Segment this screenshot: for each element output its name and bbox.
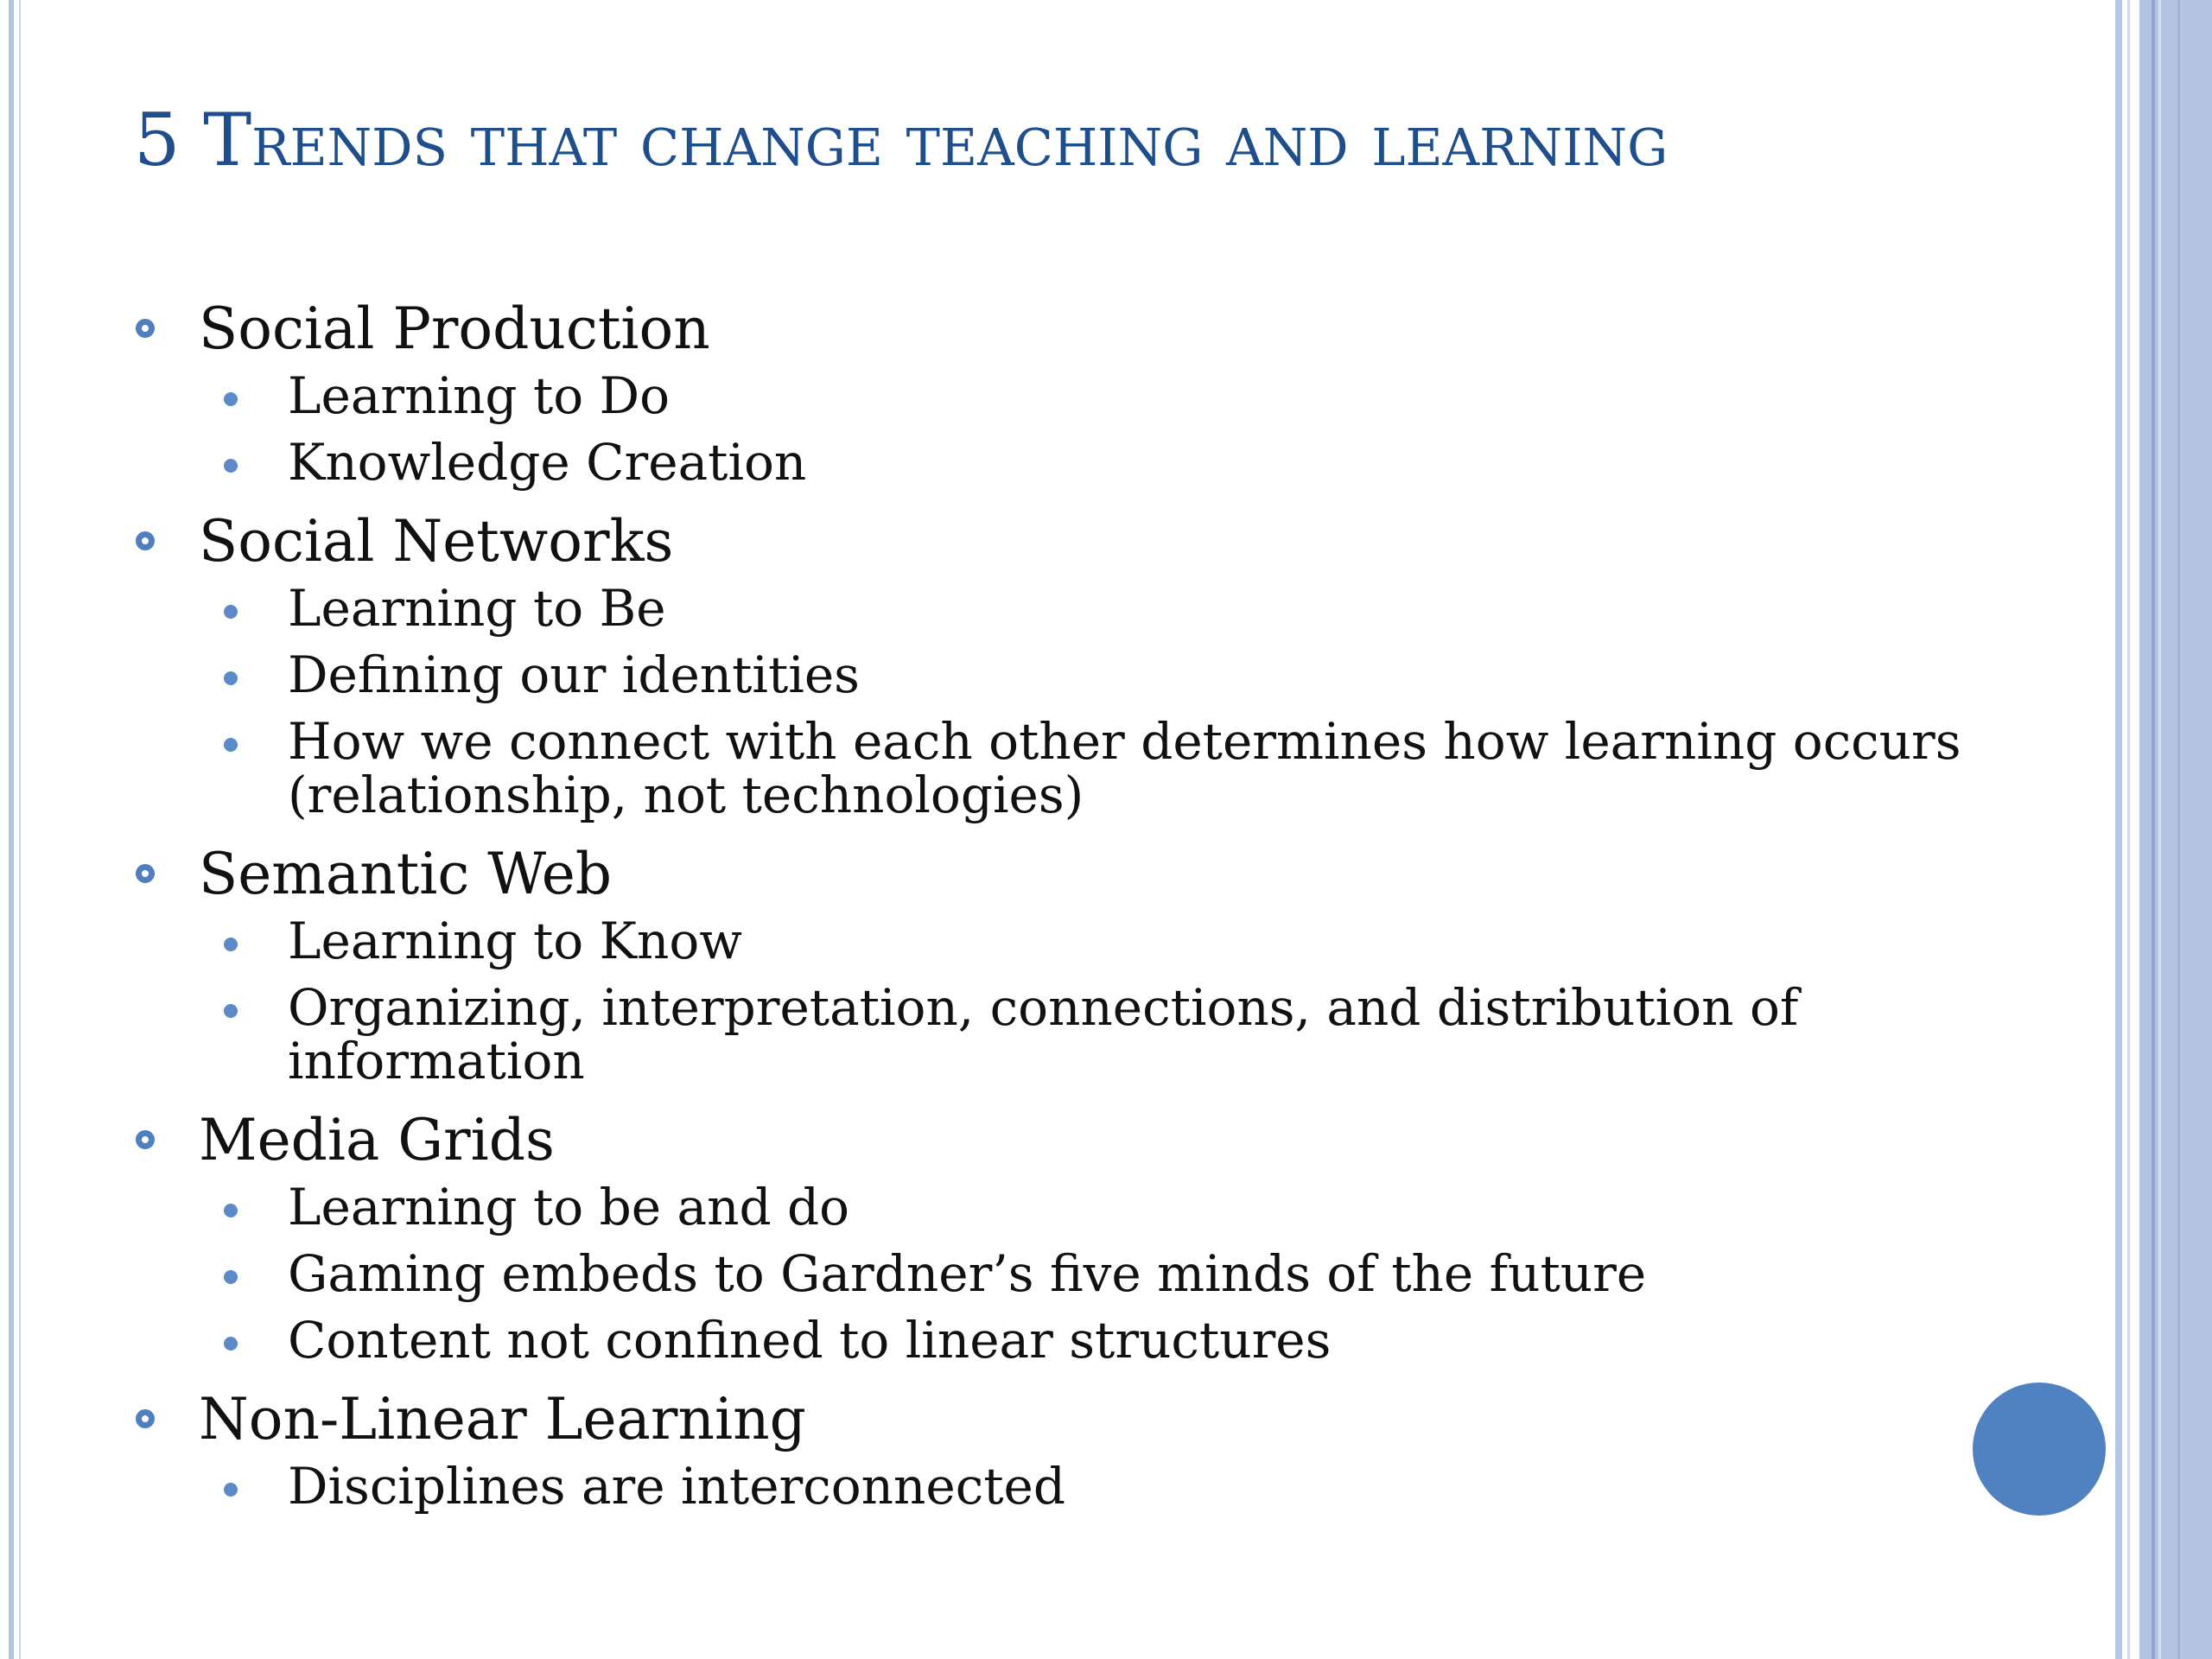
dot-bullet-icon [224, 671, 238, 685]
right-border-line-thin [2127, 0, 2130, 1659]
right-band-stripe [2152, 0, 2155, 1659]
bullet-item [134, 835, 2078, 914]
dot-bullet-icon [224, 459, 238, 473]
sub-bullet-label: Knowledge Creation [288, 433, 807, 492]
dot-bullet-icon [224, 1204, 238, 1217]
sub-bullet-item [134, 1311, 2078, 1370]
dot-bullet-icon [224, 1337, 238, 1351]
bullet-label: Social Production [199, 296, 710, 362]
dot-bullet-icon [224, 392, 238, 406]
bullet-item [134, 1101, 2078, 1180]
right-band-stripe-outer [2177, 0, 2180, 1659]
sub-bullet-item [134, 1457, 2078, 1516]
sub-bullet-item [134, 978, 2078, 1090]
sub-bullet-item [134, 1244, 2078, 1303]
bullet-label: Semantic Web [199, 841, 613, 907]
right-border-band [2139, 0, 2212, 1659]
bullet-label: Non-Linear Learning [199, 1386, 806, 1452]
right-border-line [2115, 0, 2122, 1659]
sub-bullet-item [134, 433, 2078, 492]
dot-bullet-icon [224, 938, 238, 951]
sub-bullet-label: Learning to be and do [288, 1178, 850, 1236]
sub-bullet-label: Learning to Do [288, 366, 671, 425]
bullet-item [134, 502, 2078, 582]
sub-bullet-item [134, 914, 2078, 968]
sub-bullet-label: Content not confined to linear structures [288, 1311, 1332, 1370]
sub-bullet-label: Gaming embeds to Gardner’s five minds of the future [288, 1244, 1647, 1303]
left-border-line-thin [19, 0, 21, 1659]
bullet-list [134, 289, 2078, 1526]
dot-bullet-icon [224, 1004, 238, 1018]
hollow-circle-bullet-icon [136, 319, 155, 338]
dot-bullet-icon [224, 1270, 238, 1284]
sub-bullet-label: Organizing, interpretation, connections, and distribution of information [288, 978, 1799, 1090]
sub-bullet-item [134, 1180, 2078, 1234]
bullet-item [134, 289, 2078, 369]
sub-bullet-item [134, 579, 2078, 638]
sub-bullet-item [134, 712, 2078, 824]
hollow-circle-bullet-icon [136, 1409, 155, 1428]
hollow-circle-bullet-icon [136, 531, 155, 550]
hollow-circle-bullet-icon [136, 864, 155, 883]
dot-bullet-icon [224, 605, 238, 619]
sub-bullet-label: How we connect with each other determines how learning occurs (relationship, not technologies) [288, 712, 1961, 824]
right-band-stripe-light [2158, 0, 2161, 1659]
bullet-item [134, 1380, 2078, 1459]
left-border-line [9, 0, 14, 1659]
sub-bullet-label: Disciplines are interconnected [288, 1457, 1065, 1516]
sub-bullet-item [134, 645, 2078, 704]
sub-bullet-item [134, 366, 2078, 425]
bullet-label: Media Grids [199, 1107, 555, 1173]
slide-title: 5 Trends that change teaching and learning [134, 98, 1669, 182]
sub-bullet-label: Learning to Know [288, 912, 742, 970]
bullet-label: Social Networks [199, 508, 674, 575]
sub-bullet-label: Learning to Be [288, 579, 666, 638]
sub-bullet-label: Defining our identities [288, 645, 860, 704]
hollow-circle-bullet-icon [136, 1130, 155, 1149]
dot-bullet-icon [224, 738, 238, 752]
dot-bullet-icon [224, 1483, 238, 1497]
